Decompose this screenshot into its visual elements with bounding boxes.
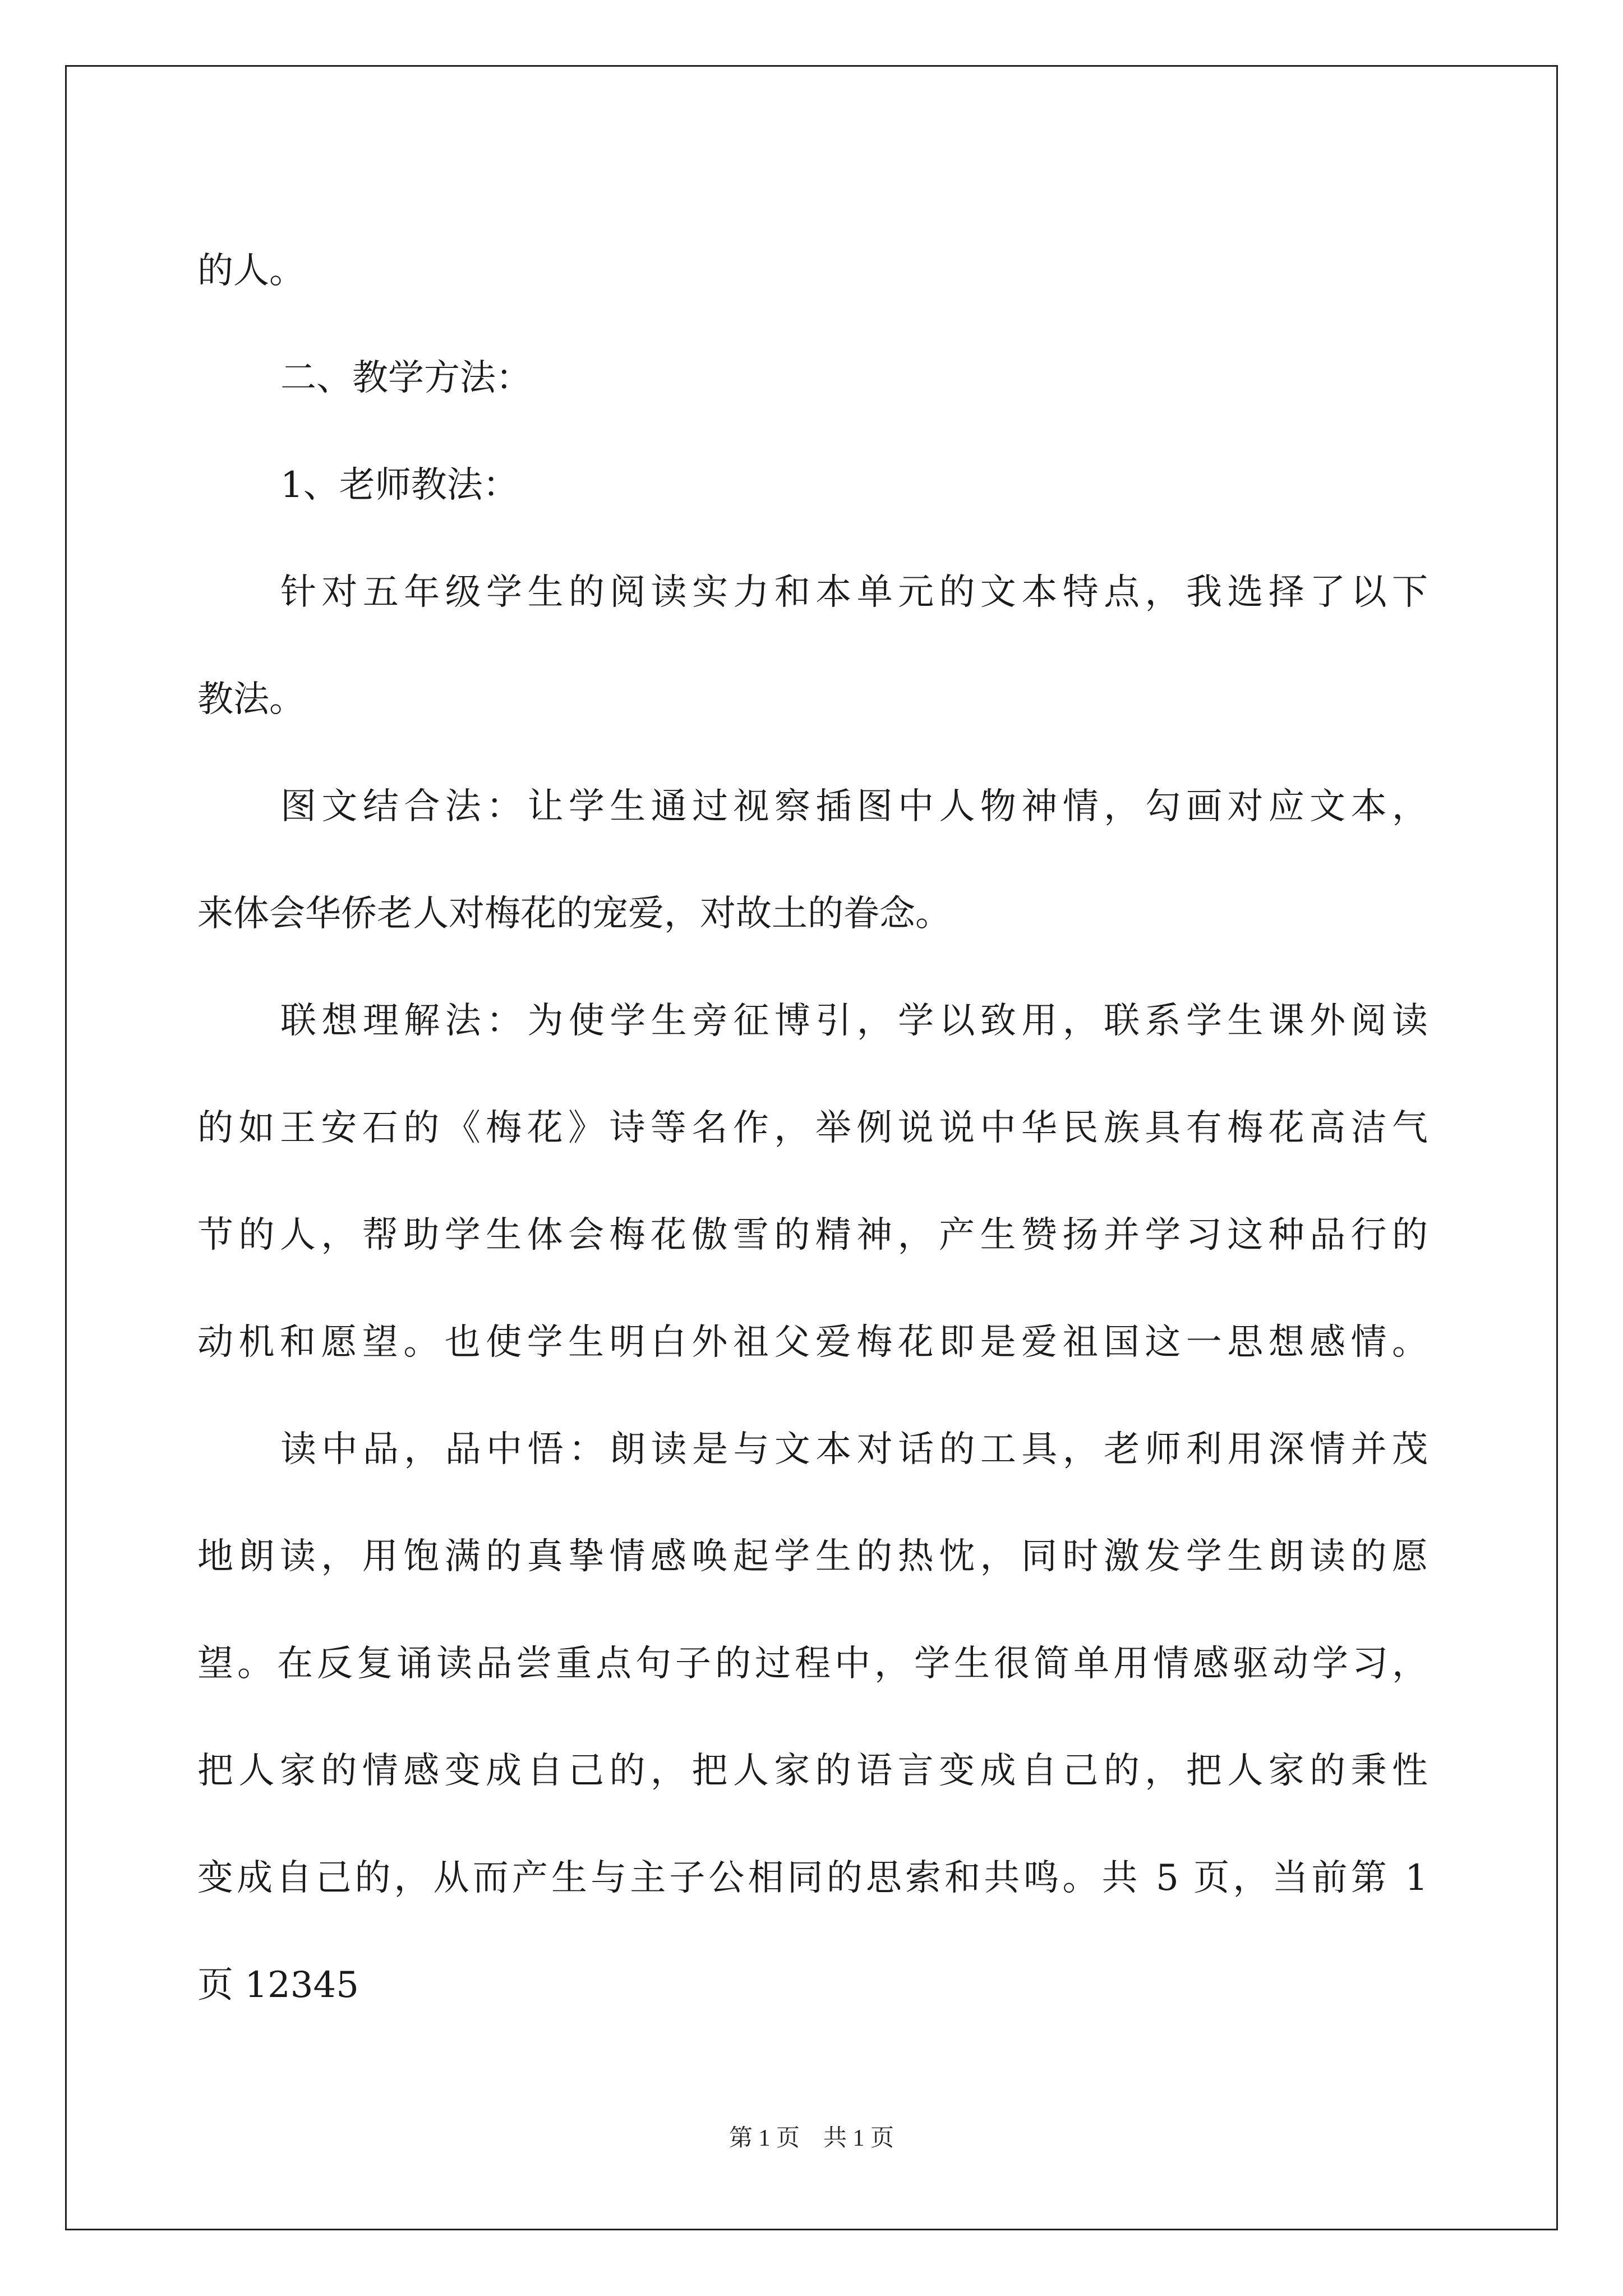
paragraph-line: 变成自己的，从而产生与主子公相同的思索和共鸣。共 5 页，当前第 1 xyxy=(197,1857,1428,1899)
paragraph-line: 动机和愿望。也使学生明白外祖父爱梅花即是爱祖国这一思想感情。 xyxy=(197,1322,1428,1363)
paragraph-line: 页 12345 xyxy=(197,1964,359,2006)
paragraph-line: 教法。 xyxy=(197,679,305,720)
page-footer: 第 1 页 共 1 页 xyxy=(728,2125,894,2151)
paragraph-line: 读中品，品中悟：朗读是与文本对话的工具，老师利用深情并茂 xyxy=(280,1429,1428,1470)
paragraph-line: 图文结合法：让学生通过视察插图中人物神情，勾画对应文本， xyxy=(280,786,1428,827)
document-body xyxy=(197,218,1428,2039)
paragraph-line: 二、教学方法： xyxy=(280,357,532,399)
paragraph-line: 联想理解法：为使学生旁征博引，学以致用，联系学生课外阅读 xyxy=(280,1000,1428,1042)
paragraph-line: 1、老师教法： xyxy=(280,464,519,506)
paragraph-line: 节的人，帮助学生体会梅花傲雪的精神，产生赞扬并学习这种品行的 xyxy=(197,1214,1428,1256)
paragraph-line: 望。在反复诵读品尝重点句子的过程中，学生很简单用情感驱动学习， xyxy=(197,1643,1428,1685)
paragraph-line: 把人家的情感变成自己的，把人家的语言变成自己的，把人家的秉性 xyxy=(197,1750,1428,1792)
paragraph-line: 的人。 xyxy=(197,250,305,292)
paragraph-line: 来体会华侨老人对梅花的宠爱，对故土的眷念。 xyxy=(197,893,951,935)
paragraph-line: 针对五年级学生的阅读实力和本单元的文本特点，我选择了以下 xyxy=(280,572,1428,613)
paragraph-line: 的如王安石的《梅花》诗等名作，举例说说中华民族具有梅花高洁气 xyxy=(197,1107,1428,1149)
paragraph-line: 地朗读，用饱满的真挚情感唤起学生的热忱，同时激发学生朗读的愿 xyxy=(197,1536,1428,1577)
